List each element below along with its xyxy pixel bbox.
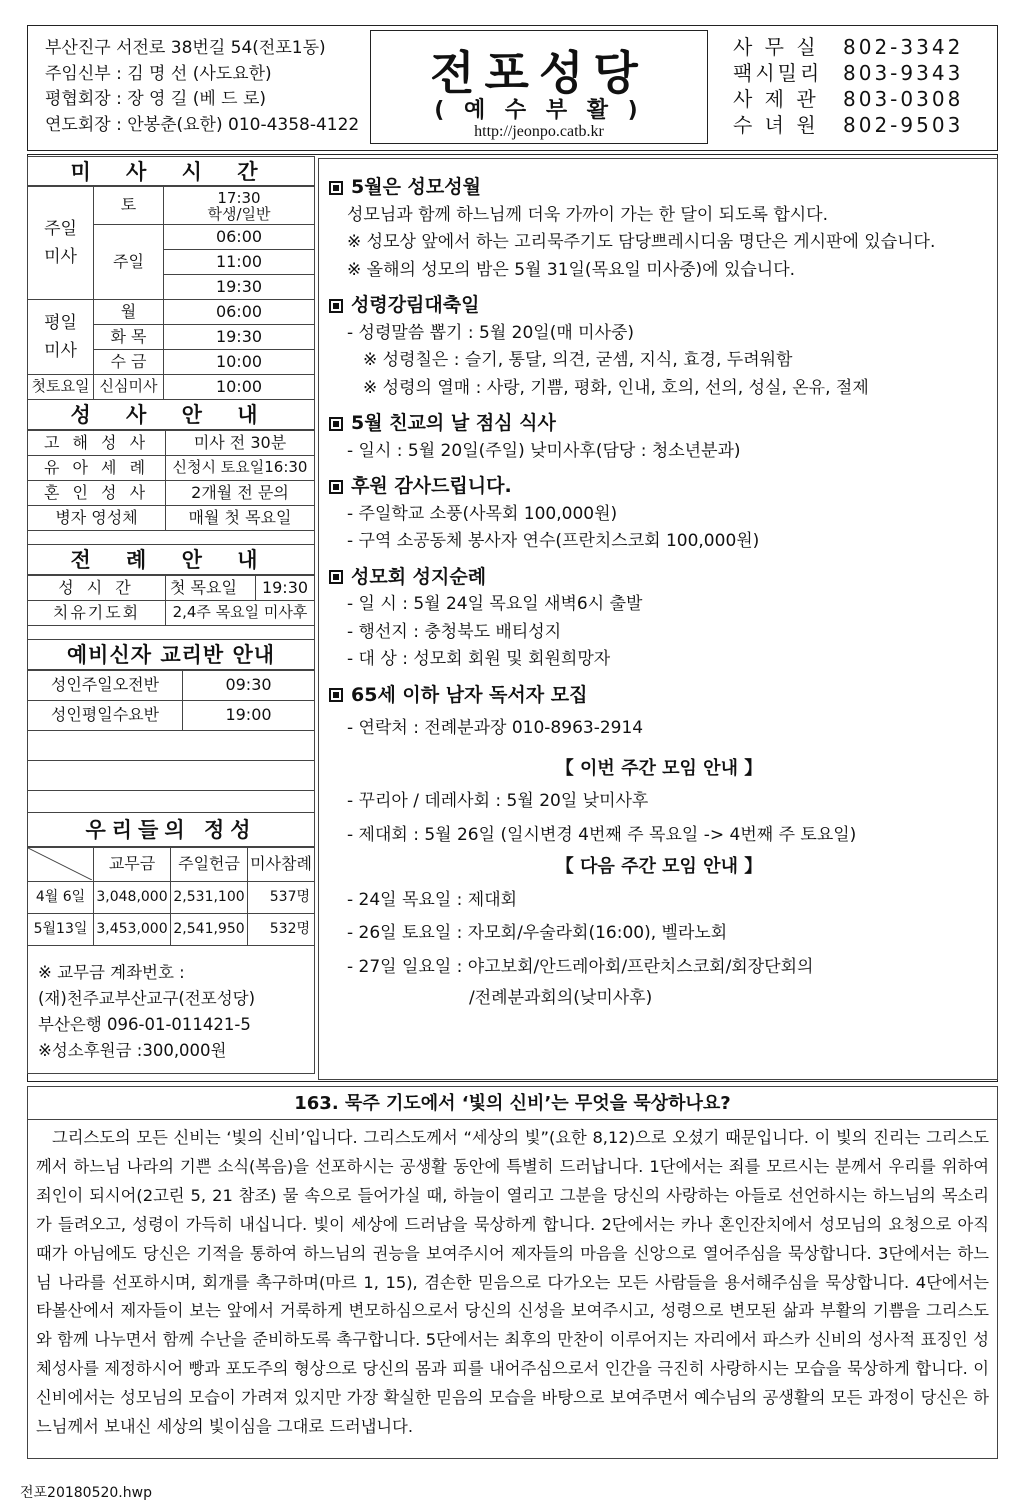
- weekday-time: 19:30: [164, 325, 315, 350]
- contact-number: 802-9503: [843, 113, 964, 137]
- empty-row: [28, 791, 315, 813]
- account-number: 부산은행 096-01-011421-5: [38, 1015, 251, 1034]
- sacrament-info: 2개월 전 문의: [166, 481, 315, 506]
- meeting-line: - 24일 목요일 : 제대회: [347, 889, 518, 910]
- contact-label: 사 제 관: [733, 87, 819, 111]
- account-holder: (재)천주교부산교구(전포성당): [38, 989, 256, 1008]
- notice-heading: [329, 174, 989, 202]
- square-bullet-icon: [329, 417, 343, 431]
- notice-heading: [329, 410, 989, 438]
- notices-panel: [318, 158, 998, 1080]
- liturgy-time: 19:30: [256, 576, 315, 601]
- notice-line: ※ 올해의 성모의 밤은 5월 31일(목요일 미사중)에 있습니다.: [347, 259, 796, 280]
- sun-time: 11:00: [164, 250, 315, 275]
- offering-date: 5월13일: [28, 914, 94, 946]
- pastor: 주임신부 : 김 명 선 (사도요한): [45, 63, 272, 84]
- empty-row: [28, 731, 315, 761]
- contact-number: 802-3342: [843, 35, 964, 59]
- notice-line: - 일시 : 5월 20일(주일) 낮미사후(담당 : 청소년분과): [347, 440, 741, 461]
- weekday-time: 10:00: [164, 350, 315, 375]
- title-box: [370, 30, 708, 144]
- contact-label: 팩시밀리: [733, 61, 823, 85]
- notice-line: ※ 성령칠은 : 슬기, 통달, 의견, 굳셈, 지식, 효경, 두려워함: [363, 350, 793, 370]
- sun-time: 19:30: [164, 275, 315, 300]
- notice-title: 성모회 성지순례: [351, 565, 487, 588]
- sacrament-name: 유 아 세 례: [28, 456, 166, 481]
- catechism-title: 163. 묵주 기도에서 ‘빛의 신비’는 무엇을 묵상하나요?: [27, 1086, 998, 1120]
- offering-value: 3,048,000: [94, 882, 171, 914]
- notice-line: - 성령말씀 뽑기 : 5월 20일(매 미사중): [347, 322, 635, 343]
- offering-table: [27, 847, 315, 946]
- offering-value: 537명: [248, 882, 315, 914]
- weekday-time: 06:00: [164, 300, 315, 325]
- offering-value: 2,541,950: [171, 914, 248, 946]
- meeting-line: - 26일 토요일 : 자모회/우술라회(16:00), 벨라노회: [347, 923, 728, 943]
- account-label: ※ 교무금 계좌번호 :: [38, 963, 185, 982]
- parish-info: [45, 36, 359, 138]
- contact-number: 803-0308: [843, 87, 964, 111]
- notice-line: - 행선지 : 충청북도 배티성지: [347, 621, 562, 642]
- meeting-line: /전례분과회의(낮미사후): [469, 988, 653, 1008]
- first-sat-mass: 신심미사: [94, 375, 164, 400]
- square-bullet-icon: [329, 688, 343, 702]
- square-bullet-icon: [329, 299, 343, 313]
- offering-header: 주일헌금: [171, 848, 248, 882]
- square-bullet-icon: [329, 181, 343, 195]
- contact-list: [733, 34, 963, 138]
- weekday-mass-label: 평일 미사: [28, 300, 94, 375]
- notice-line: - 일 시 : 5월 24일 목요일 새벽6시 출발: [347, 594, 643, 614]
- offering-value: 3,453,000: [94, 914, 171, 946]
- notices-list: [329, 171, 989, 1013]
- offering-value: 2,531,100: [171, 882, 248, 914]
- spacer-row: [27, 626, 315, 640]
- sunday-mass-label: 주일 미사: [28, 187, 94, 300]
- file-name: 전포20180520.hwp: [20, 1485, 152, 1501]
- notice-heading: [329, 682, 989, 710]
- notice-line: - 대 상 : 성모회 회원 및 회원희망자: [347, 649, 611, 669]
- liturgy-name: 성 시 간: [28, 576, 166, 601]
- notice-heading: [329, 473, 989, 501]
- liturgy-title: 전 례 안 내: [27, 545, 315, 575]
- spacer-row: [27, 531, 315, 545]
- contact-row: [733, 86, 963, 112]
- square-bullet-icon: [329, 570, 343, 584]
- class-time: 09:30: [183, 671, 315, 701]
- square-bullet-icon: [329, 480, 343, 494]
- liturgy-name: 치유기도회: [28, 601, 166, 626]
- sacrament-name: 혼 인 성 사: [28, 481, 166, 506]
- contact-row: [733, 60, 963, 86]
- empty-row: [28, 761, 315, 791]
- next-week-title: 【 다음 주간 모임 안내 】: [555, 856, 763, 877]
- weekday-day: 수 금: [94, 350, 164, 375]
- sun-time: 06:00: [164, 225, 315, 250]
- sun-label: 주일: [94, 225, 164, 300]
- offering-title: 우리들의 정성: [27, 813, 315, 847]
- catechumen-title: 예비신자 교리반 안내: [27, 640, 315, 670]
- council-president: 평협회장 : 장 영 길 (베 드 로): [45, 89, 267, 109]
- sacrament-info: 매월 첫 목요일: [166, 506, 315, 531]
- vocation-fund: ※성소후원금 :300,000원: [38, 1041, 227, 1060]
- mass-title: 미 사 시 간: [27, 156, 315, 186]
- sacrament-info: 신청시 토요일16:30: [166, 456, 315, 481]
- contact-row: [733, 34, 963, 60]
- contact-label: 수 녀 원: [733, 113, 819, 137]
- notice-heading: [329, 292, 989, 320]
- offering-header: 교무금: [94, 848, 171, 882]
- first-sat-time: 10:00: [164, 375, 315, 400]
- sacrament-name: 병자 영성체: [28, 506, 166, 531]
- liturgy-table: [27, 575, 315, 626]
- notice-line: 성모님과 함께 하느님께 더욱 가까이 가는 한 달이 되도록 합시다.: [347, 204, 829, 225]
- notice-line: ※ 성령의 열매 : 사랑, 기쁨, 평화, 인내, 호의, 선의, 성실, 온유, 절제: [363, 377, 869, 398]
- memorial-president: 연도회장 : 안봉춘(요한) 010-4358-4122: [45, 114, 360, 135]
- diagonal-cell: [28, 848, 94, 882]
- sat-label: 토: [94, 187, 164, 225]
- contact-label: 사 무 실: [733, 35, 819, 59]
- catechism-body: 그리스도의 모든 신비는 ‘빛의 신비’입니다. 그리스도께서 “세상의 빛”(요한 8,12)으로 오셨기 때문입니다. 이 빛의 진리는 그리스도께서 하느님 나라의 기쁜 소식(복음)을 선포하시는 공생활 동안에 특별히 드러납니다. 1단에서는 죄를 모르시는 분께서 우리를 위하여 죄인이 되시어(2고린 5, 21 참조) 물 속으로 들어가실 때, 하늘이 열리고 그분을 당신의 사랑하는 아들로 선언하시는 하느님의 목소리가 들려오고, 성령이 가득히 내십니다. 빛이 세상에 드러남을 묵상하게 합니다. 2단에서는 카나 혼인잔치에서 성모님의 요청으로 아직 때가 아님에도 당신은 기적을 통하여 하느님의 권능을 보여주시어 제자들의 마음을 신앙으로 열어주심을 묵상합니다. 3단에서는 하느님 나라를 선포하시며, 회개를 촉구하며(마르 1, 15), 겸손한 믿음으로 다가오는 모든 사람들을 용서해주심을 묵상합니다. 4단에서는 타볼산에서 제자들이 보는 앞에서 거룩하게 변모하심으로서 당신의 신성을 보여주시고, 성령으로 변모된 삶과 부활의 기쁨을 그리스도와 함께 나누면서 함께 수난을 준비하도록 촉구합니다. 5단에서는 최후의 만찬이 이루어지는 자리에서 파스카 신비의 성사적 표징인 성체성사를 제정하시어 빵과 포도주의 형상으로 당신의 몸과 피를 내어주심으로서 인간을 극진히 사랑하시는 모습을 묵상하게 합니다. 이 신비에서는 성모님의 모습이 가려져 있지만 가장 확실한 믿음의 모습을 바탕으로 보여주면서 예수님의 공생활의 모든 과정이 당신은 하느님께서 보내신 세상의 빛이심을 그대로 드러냅니다.: [27, 1120, 998, 1459]
- meeting-line: - 27일 일요일 : 야고보회/안드레아회/프란치스코회/회장단회의: [347, 956, 814, 977]
- offering-value: 532명: [248, 914, 315, 946]
- this-week-title: 【 이번 주간 모임 안내 】: [555, 757, 763, 779]
- weekday-day: 화 목: [94, 325, 164, 350]
- notice-line: ※ 성모상 앞에서 하는 고리묵주기도 담당쁘레시디움 명단은 게시판에 있습니다.: [347, 232, 936, 252]
- sacrament-info: 미사 전 30분: [166, 431, 315, 456]
- notice-title: 5월은 성모성월: [351, 176, 481, 198]
- notice-title: 후원 감사드립니다.: [351, 475, 512, 497]
- catechumen-table: [27, 670, 315, 813]
- class-name: 성인주일오전반: [28, 671, 183, 701]
- sacrament-table: [27, 430, 315, 531]
- notice-heading: [329, 564, 989, 592]
- weekday-day: 월: [94, 300, 164, 325]
- notice-title: 5월 친교의 날 점심 식사: [351, 412, 556, 434]
- page-subtitle: ( 예 수 부 활 ): [434, 98, 644, 123]
- offering-notes: [27, 946, 315, 1074]
- notice-line: - 구역 소공동체 봉사자 연수(프란치스코회 100,000원): [347, 531, 760, 551]
- meeting-line: - 꾸리아 / 데레사회 : 5월 20일 낮미사후: [347, 791, 649, 811]
- site-url[interactable]: http://jeonpo.catb.kr: [474, 123, 604, 140]
- meeting-line: - 제대회 : 5월 26일 (일시변경 4번째 주 목요일 -> 4번째 주 토요일): [347, 824, 857, 845]
- sacrament-name: 고 해 성 사: [28, 431, 166, 456]
- contact-row: [733, 112, 963, 138]
- class-name: 성인평일수요반: [28, 701, 183, 731]
- offering-header: 미사참례: [248, 848, 315, 882]
- class-time: 19:00: [183, 701, 315, 731]
- mass-table: [27, 186, 315, 400]
- sat-time: 17:30: [217, 188, 261, 207]
- notice-line: - 주일학교 소풍(사목회 100,000원): [347, 503, 618, 524]
- sat-note: 학생/일반: [207, 204, 271, 223]
- diagonal-line: [28, 848, 92, 880]
- page-title: 전포성당: [430, 46, 648, 100]
- address: 부산진구 서전로 38번길 54(전포1동): [45, 38, 326, 58]
- first-sat-label: 첫토요일: [28, 375, 94, 400]
- liturgy-day: 2,4주 목요일 미사후: [166, 601, 315, 626]
- left-column: [27, 156, 315, 1074]
- notice-title: 65세 이하 남자 독서자 모집: [351, 683, 588, 706]
- notice-line: - 연락처 : 전례분과장 010-8963-2914: [347, 718, 644, 738]
- contact-number: 803-9343: [843, 61, 964, 85]
- offering-date: 4월 6일: [28, 882, 94, 914]
- notice-title: 성령강림대축일: [351, 294, 480, 316]
- liturgy-day: 첫 목요일: [166, 576, 256, 601]
- sacrament-title: 성 사 안 내: [27, 400, 315, 430]
